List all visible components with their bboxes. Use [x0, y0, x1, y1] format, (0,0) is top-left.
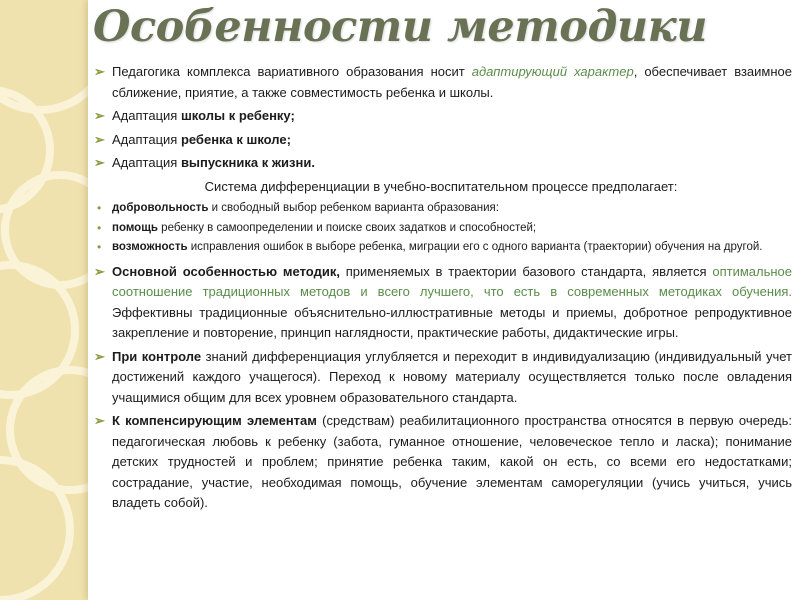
arrow-bullet-icon: ➢ [94, 155, 105, 170]
system-heading: Система дифференциации в учебно-воспитательном процессе предполагает: [204, 178, 678, 194]
page-title: Особенности методики [93, 2, 707, 52]
paragraph-adaptive-character: ➢ Педагогика комплекса вариативного образования носит адаптирующий характер, обеспечивает взаимное сближение, приятие, а также совместимость ребенка и школы. [94, 64, 793, 100]
paragraph-compensating: ➢ К компенсирующим элементам (средствам) реабилитационного пространства относятся в первую очередь: педагогическая любовь к ребенку (забота, гуманное отношение, человеческое тепло и ласка); понимание детских трудностей и проблем; принятие ребенка таким, какой он есть, со всеми его недостатками; сострадание, участие, необходимая помощь, обучение элементам саморегуляции (учись учиться, учись владеть собой). [94, 413, 792, 510]
highlight-text: адаптирующий характер [471, 64, 634, 79]
dot-bullet-icon: • [97, 201, 102, 215]
arrow-bullet-icon: ➢ [94, 348, 105, 364]
dot-bullet-icon: • [97, 220, 102, 235]
decorative-side-pattern [0, 0, 100, 600]
paragraph-control: ➢ При контроле знаний дифференциация углубляется и переходит в индивидуализацию (индивидуальный учет достижений каждого учащегося). Переход к новому материалу осуществляется только после овладения учащимися общим для всех уровнем образовательного стандарта. [94, 348, 792, 405]
paragraph-methods: ➢ Основной особенностью методик, применяемых в траектории базового стандарта, является оптимальное соотношение традиционных методов и всего лучшего, что есть в современных методиках обучения. Эффективны традиционные объяснительно-иллюстративные методы и приемы, добротное репродуктивное закрепление и повторение, принцип наглядности, практические работы, дидактические игры. [94, 263, 792, 340]
dot-bullet-icon: • [97, 240, 102, 254]
arrow-bullet-icon: ➢ [94, 131, 105, 147]
paragraph-graduate-adaptation: ➢ Адаптация выпускника к жизни. [90, 153, 792, 174]
slide-content [90, 62, 792, 515]
paragraph-child-adaptation: ➢ Адаптация ребенка к школе; [90, 130, 792, 151]
arrow-bullet-icon: ➢ [94, 64, 105, 79]
list-item: • добровольность и свободный выбор ребенком варианта образования: [90, 199, 792, 219]
arrow-bullet-icon: ➢ [94, 413, 105, 428]
list-item: • помощь ребенку в самоопределении и поиске своих задатков и способностей; [90, 219, 792, 239]
highlight-text: оптимальное соотношение традиционных методов и всего лучшего, что есть в современных методиках обучения. [112, 263, 792, 299]
paragraph-school-adaptation: ➢ Адаптация школы к ребенку; [90, 106, 792, 127]
arrow-bullet-icon: ➢ [94, 263, 105, 279]
list-item: • возможность исправления ошибок в выборе ребенка, миграции его с одного варианта (траектории) обучения на другой. [90, 238, 792, 258]
arrow-bullet-icon: ➢ [94, 108, 105, 123]
circles-pattern-icon [0, 0, 100, 600]
